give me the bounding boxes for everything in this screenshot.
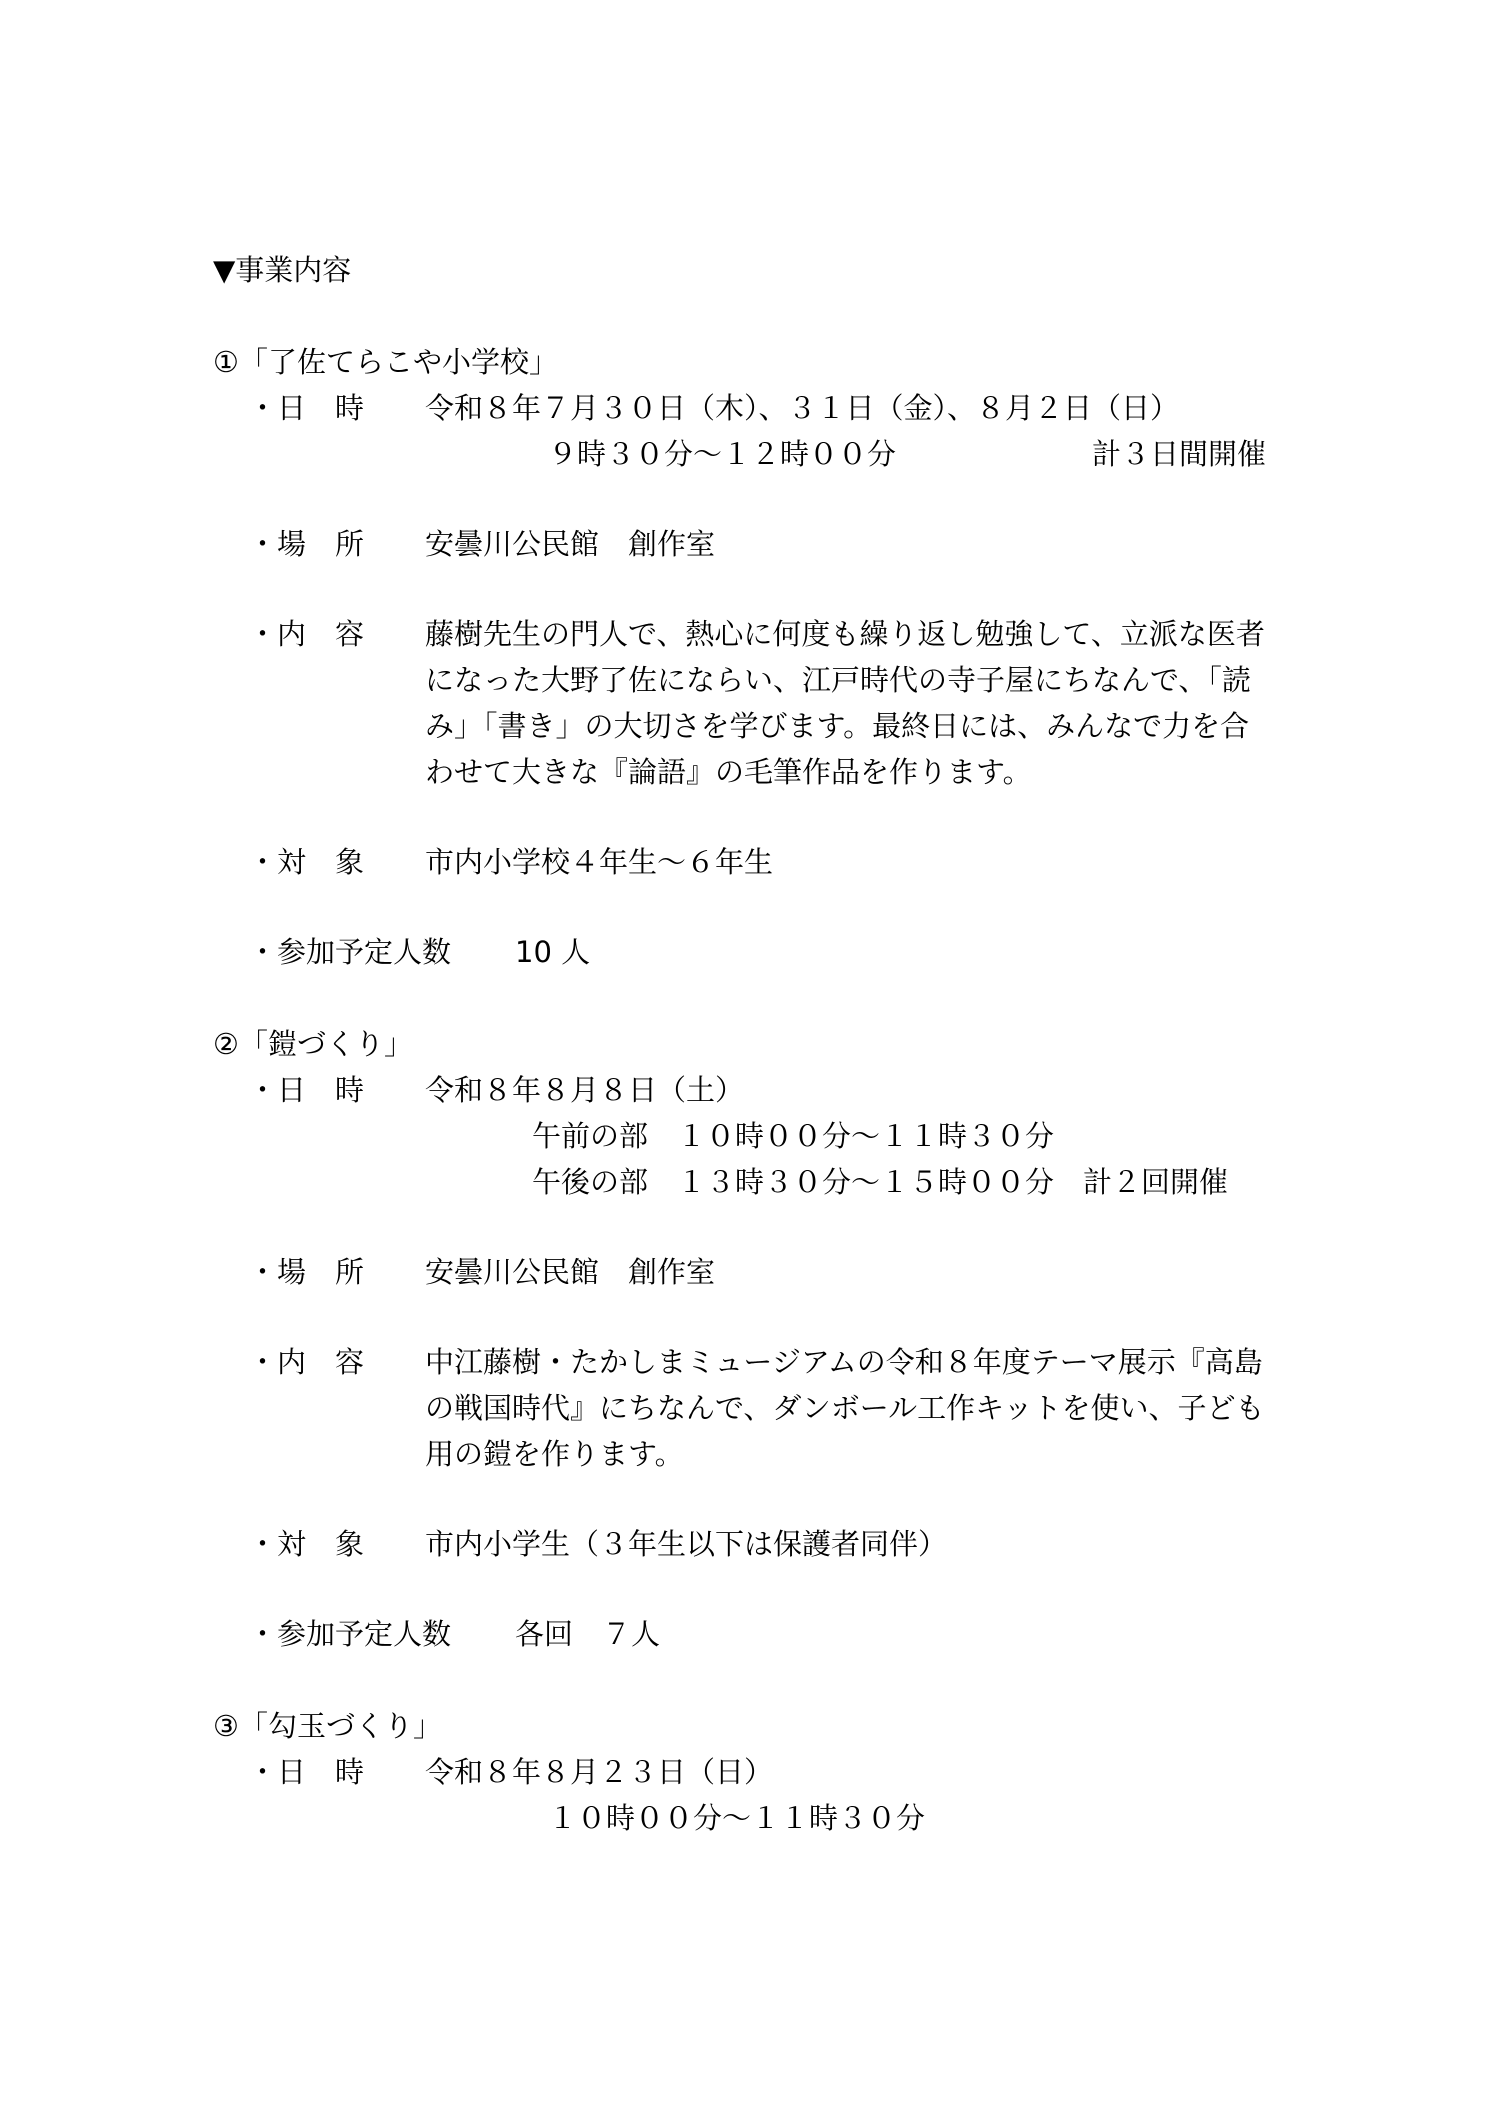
event-2-place: 安曇川公民館 創作室	[425, 1255, 716, 1289]
event-1-count: 10 人	[515, 935, 591, 969]
event-1-content-line-3: み」「書き」の大切さを学びます。最終日には、みんなで力を合	[425, 709, 1250, 743]
event-1-place: 安曇川公民館 創作室	[425, 527, 716, 561]
event-3-title: ③「勾玉づくり」	[213, 1709, 442, 1743]
event-1-count-label: ・参加予定人数	[248, 935, 452, 969]
event-2-count-label: ・参加予定人数	[248, 1617, 452, 1651]
event-2-content-line-2: の戦国時代』にちなんで、ダンボール工作キットを使い、子ども	[425, 1391, 1265, 1425]
event-1-time: ９時３０分～１２時００分	[548, 437, 897, 471]
event-2-content-line-1: 中江藤樹・たかしまミュージアムの令和８年度テーマ展示『高島	[425, 1345, 1263, 1379]
event-1-time-note: 計３日間開催	[1092, 437, 1267, 471]
event-1-place-label: ・場 所	[248, 527, 365, 561]
event-2-count: 各回 ７人	[515, 1617, 661, 1651]
event-2-content-line-3: 用の鎧を作ります。	[425, 1437, 684, 1471]
event-1-content-line-1: 藤樹先生の門人で、熱心に何度も繰り返し勉強して、立派な医者	[425, 617, 1265, 651]
event-2-place-label: ・場 所	[248, 1255, 365, 1289]
event-2-date: 令和８年８月８日（土）	[425, 1073, 745, 1107]
event-3-date-label: ・日 時	[248, 1755, 365, 1789]
event-1-content-line-2: になった大野了佐にならい、江戸時代の寺子屋にちなんで、「読	[425, 663, 1251, 697]
event-1-date-label: ・日 時	[248, 391, 365, 425]
event-2-session-afternoon: 午後の部 １３時３０分～１５時００分 計２回開催	[532, 1165, 1229, 1199]
event-1-target: 市内小学校４年生～６年生	[425, 845, 774, 879]
event-2-title: ②「鎧づくり」	[213, 1027, 413, 1061]
event-2-session-morning: 午前の部 １０時００分～１１時３０分	[532, 1119, 1055, 1153]
event-1-date: 令和８年７月３０日（木）、３１日（金）、８月２日（日）	[425, 391, 1180, 425]
event-1-title: ①「了佐てらこや小学校」	[213, 345, 558, 379]
event-2-target: 市内小学生（３年生以下は保護者同伴）	[425, 1527, 948, 1561]
event-3-date: 令和８年８月２３日（日）	[425, 1755, 774, 1789]
section-heading: ▼事業内容	[213, 253, 352, 287]
event-1-content-label: ・内 容	[248, 617, 365, 651]
event-2-content-label: ・内 容	[248, 1345, 365, 1379]
event-1-content-line-4: わせて大きな『論語』の毛筆作品を作ります。	[425, 755, 1032, 789]
event-2-target-label: ・対 象	[248, 1527, 365, 1561]
event-3-time: １０時００分～１１時３０分	[548, 1801, 926, 1835]
event-1-target-label: ・対 象	[248, 845, 365, 879]
event-2-date-label: ・日 時	[248, 1073, 365, 1107]
